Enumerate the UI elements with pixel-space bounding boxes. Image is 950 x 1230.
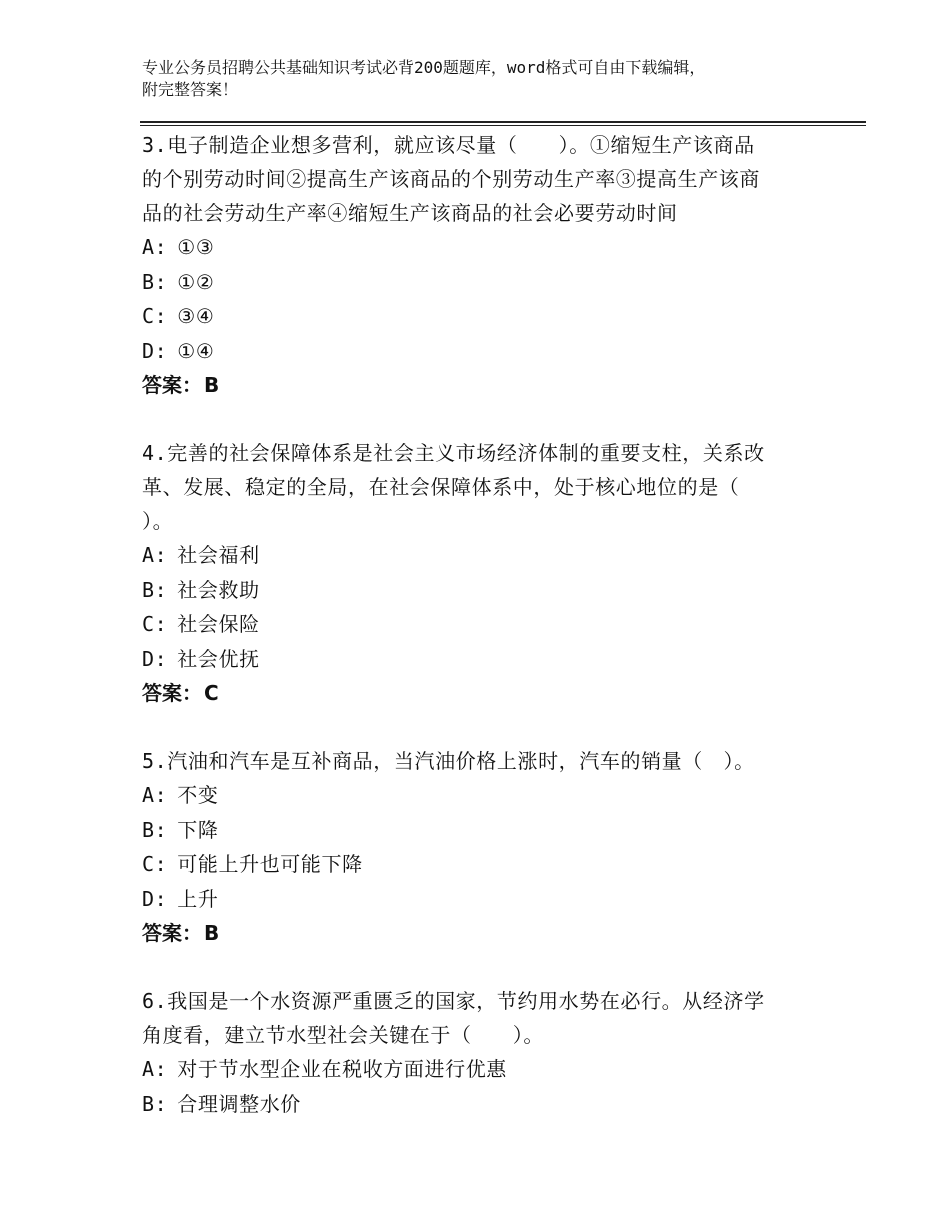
stem-line: 5.汽油和汽车是互补商品，当汽油价格上涨时，汽车的销量（ ）。 (142, 749, 755, 773)
question-4 (142, 436, 822, 710)
option-text: 合理调整水价 (177, 1091, 301, 1116)
option-a (142, 1052, 822, 1087)
question-list (142, 128, 822, 1155)
option-text: 社会优抚 (177, 646, 260, 671)
answer-line (142, 916, 822, 950)
option-text: ③④ (177, 304, 215, 328)
option-text: ①③ (177, 235, 215, 259)
answer-line (142, 676, 822, 710)
header-line: 附完整答案！ (142, 80, 239, 99)
question-stem (142, 436, 822, 538)
question-stem (142, 128, 822, 230)
stem-line: 的个别劳动时间②提高生产该商品的个别劳动生产率③提高生产该商 (142, 167, 760, 191)
option-key: C: (142, 612, 168, 636)
option-a (142, 538, 822, 573)
option-key: A: (142, 1057, 168, 1081)
option-b (142, 573, 822, 608)
question-stem (142, 984, 822, 1052)
option-key: B: (142, 1091, 168, 1116)
option-d (142, 334, 822, 369)
question-5 (142, 744, 822, 950)
option-key: A: (142, 235, 168, 259)
answer-label: 答案： (142, 921, 202, 945)
question-stem (142, 744, 822, 778)
header-divider-thin (140, 125, 866, 126)
option-text: 下降 (177, 817, 219, 842)
option-b (142, 1087, 822, 1122)
answer-value: B (204, 373, 220, 397)
header-divider-thick (140, 121, 866, 123)
stem-line: 6.我国是一个水资源严重匮乏的国家，节约用水势在必行。从经济学 (142, 989, 765, 1013)
option-text: 可能上升也可能下降 (177, 852, 363, 876)
option-text: 对于节水型企业在税收方面进行优惠 (177, 1057, 507, 1081)
option-key: B: (142, 269, 168, 294)
stem-line: 3.电子制造企业想多营利，就应该尽量（ ）。①缩短生产该商品 (142, 133, 755, 157)
option-key: A: (142, 783, 168, 807)
option-key: B: (142, 577, 168, 602)
option-text: 不变 (177, 783, 219, 807)
answer-label: 答案： (142, 373, 202, 397)
option-key: C: (142, 304, 168, 328)
answer-value: B (204, 921, 220, 945)
option-b (142, 265, 822, 300)
option-key: D: (142, 886, 168, 911)
option-key: C: (142, 852, 168, 876)
answer-line (142, 368, 822, 402)
option-text: 社会保险 (177, 612, 260, 636)
stem-line: 角度看，建立节水型社会关键在于（ ）。 (142, 1023, 544, 1047)
option-text: ①④ (177, 338, 215, 363)
stem-line: 革、发展、稳定的全局，在社会保障体系中，处于核心地位的是（ (142, 475, 740, 499)
option-text: ①② (177, 269, 215, 294)
option-a (142, 778, 822, 813)
document-header (142, 57, 822, 101)
stem-line: 品的社会劳动生产率④缩短生产该商品的社会必要劳动时间 (142, 201, 678, 225)
option-d (142, 642, 822, 677)
option-a (142, 230, 822, 265)
option-text: 社会救助 (177, 577, 260, 602)
option-text: 上升 (177, 886, 219, 911)
option-d (142, 882, 822, 917)
question-6 (142, 984, 822, 1121)
option-text: 社会福利 (177, 543, 260, 567)
option-key: A: (142, 543, 168, 567)
option-c (142, 299, 822, 334)
option-c (142, 847, 822, 882)
answer-value: C (204, 681, 219, 705)
answer-label: 答案： (142, 681, 202, 705)
option-key: B: (142, 817, 168, 842)
stem-line: 4.完善的社会保障体系是社会主义市场经济体制的重要支柱，关系改 (142, 441, 765, 465)
option-key: D: (142, 338, 168, 363)
option-b (142, 813, 822, 848)
header-line: 专业公务员招聘公共基础知识考试必背200题题库，word格式可自由下载编辑， (142, 58, 706, 77)
option-c (142, 607, 822, 642)
question-3 (142, 128, 822, 402)
option-key: D: (142, 646, 168, 671)
stem-line: ）。 (142, 509, 174, 533)
